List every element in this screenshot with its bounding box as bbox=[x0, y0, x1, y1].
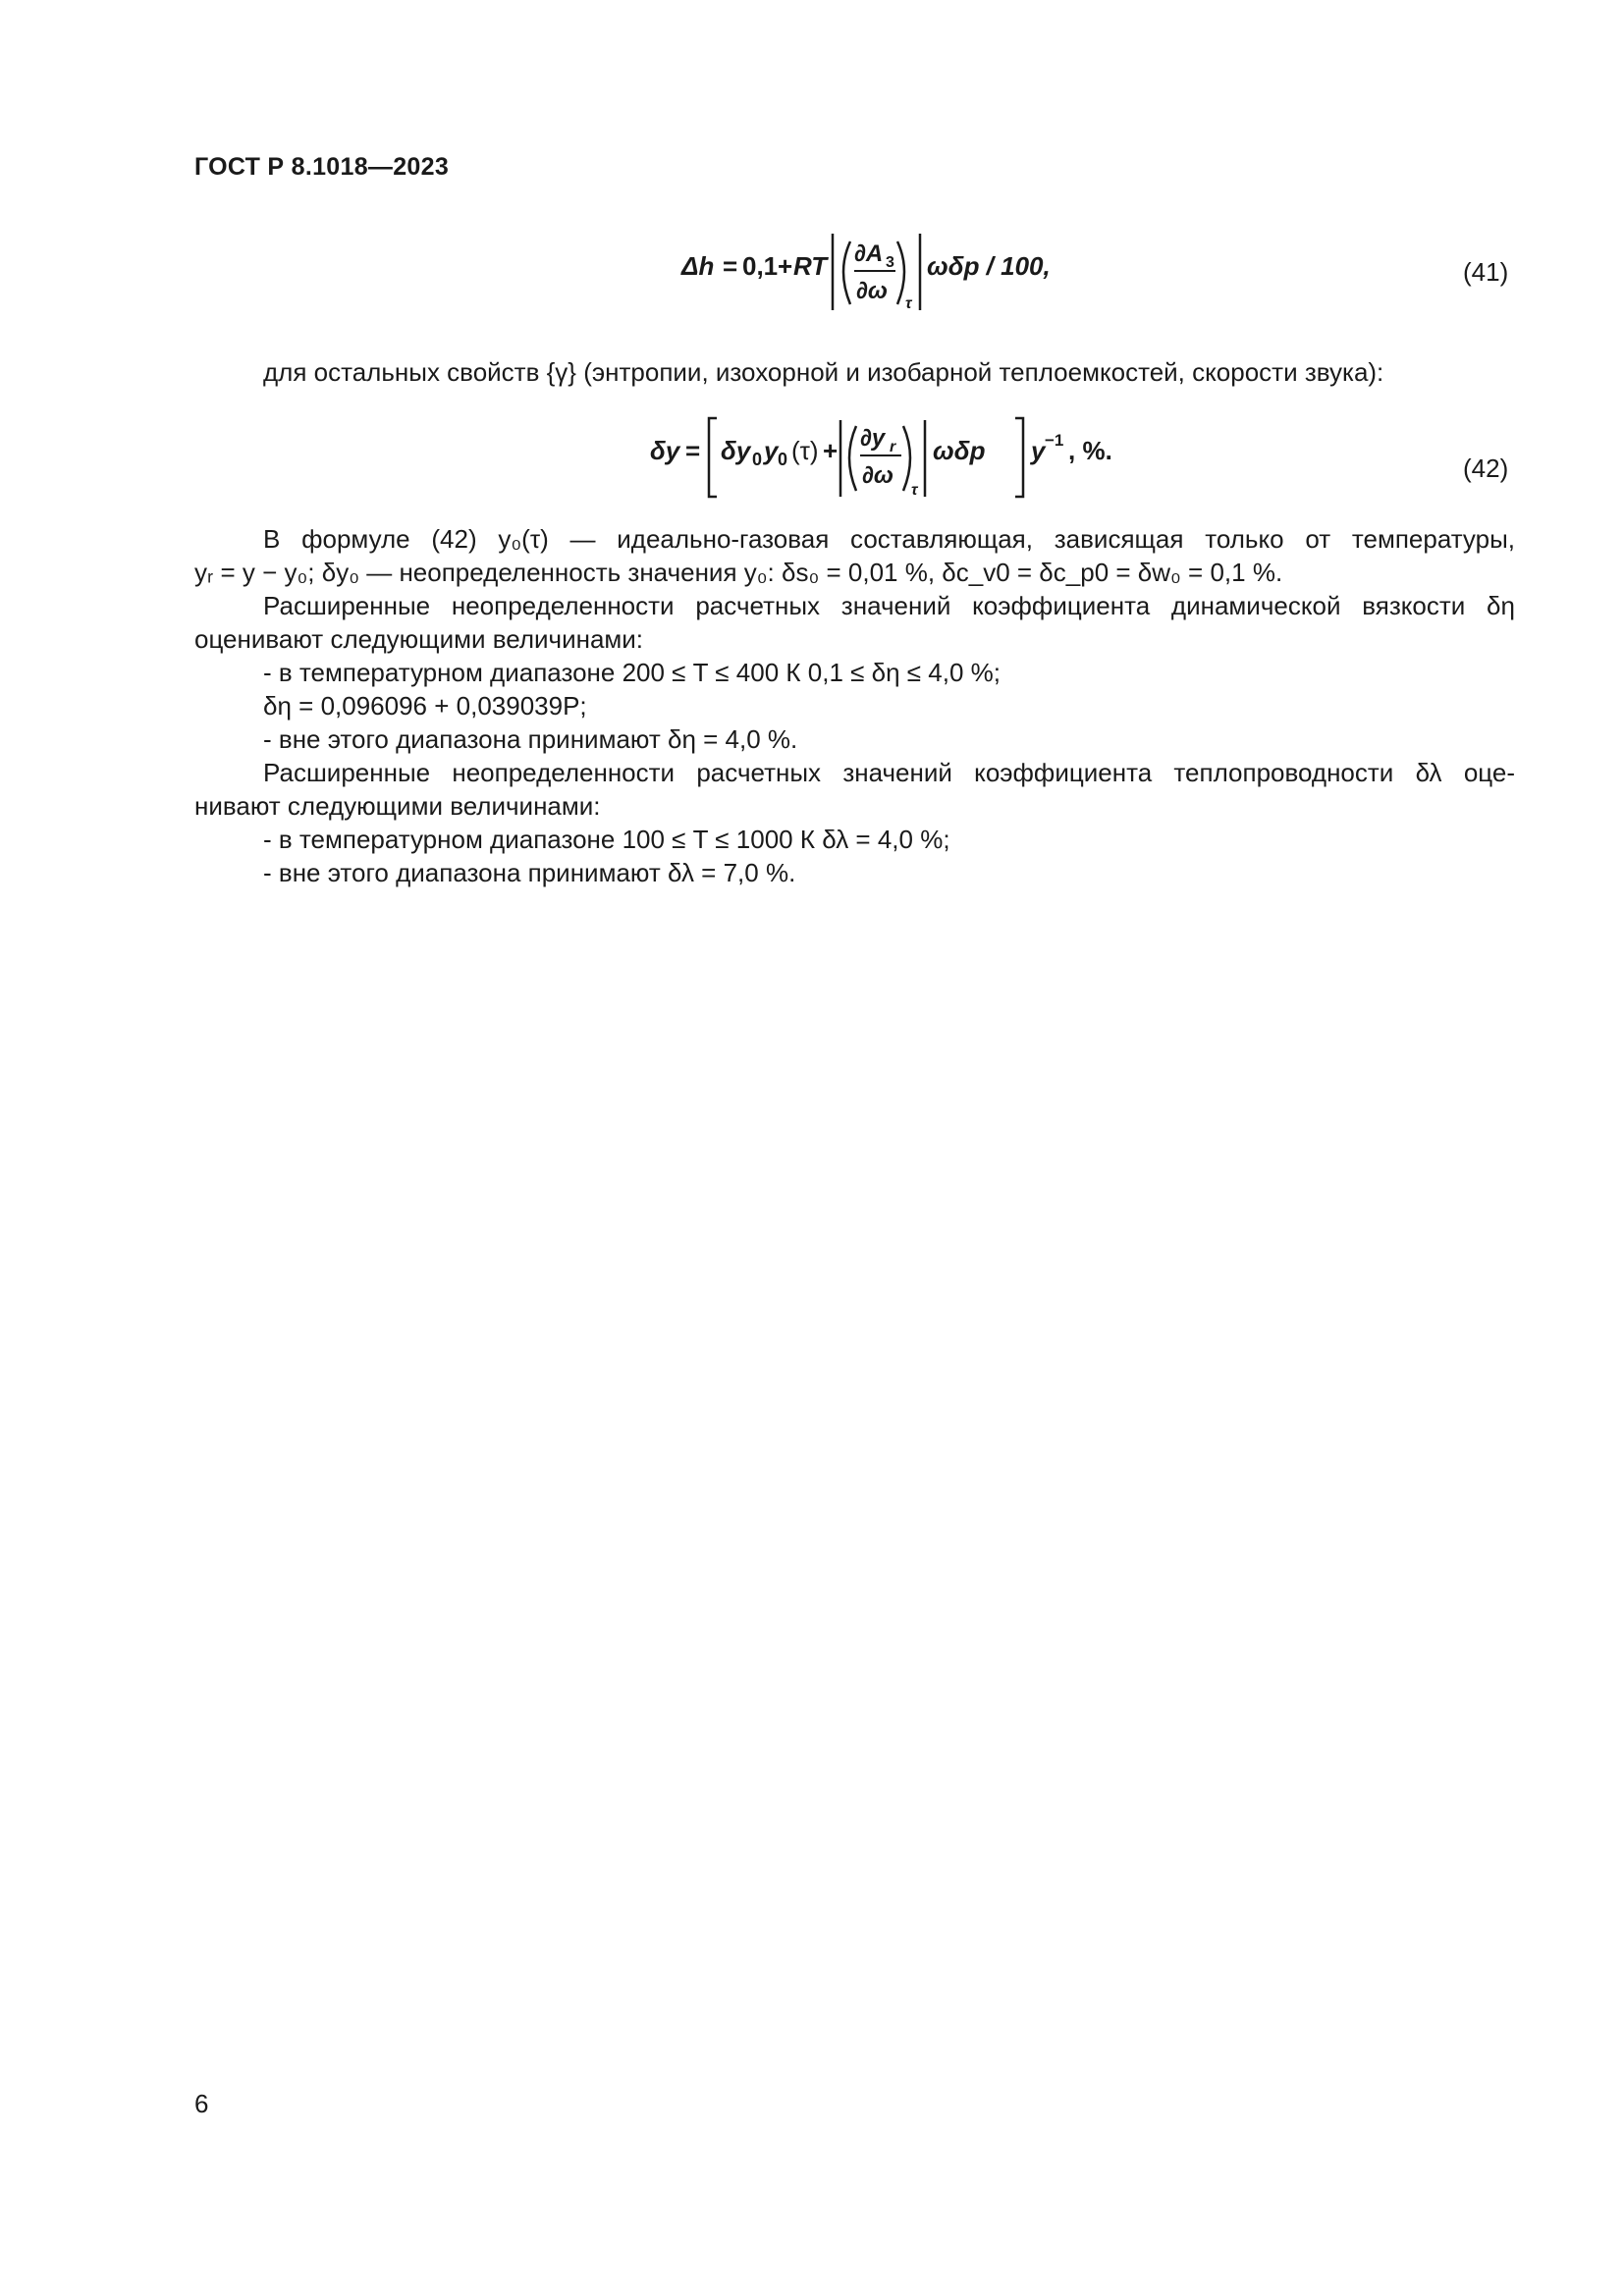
f42-arg: (τ) bbox=[791, 436, 819, 465]
p2-line2: оценивают следующими величинами: bbox=[194, 624, 644, 654]
f41-const: 0,1 bbox=[742, 251, 779, 281]
f42-sub-tau: τ bbox=[911, 482, 918, 499]
f41-plus: + bbox=[778, 251, 793, 281]
p2-line4: δη = 0,096096 + 0,039039P; bbox=[263, 691, 587, 721]
p3-line1: Расширенные неопределенности расчетных значений коэффициента теплопроводности δλ оце- bbox=[263, 758, 1515, 787]
f42-eq: = bbox=[685, 436, 701, 465]
formula-41-graphic bbox=[0, 224, 1624, 322]
formula-41-number: (41) bbox=[1463, 257, 1509, 287]
f41-rt: RT bbox=[793, 251, 828, 281]
f42-partial-num-sub: r bbox=[890, 439, 896, 455]
formula-42-graphic bbox=[0, 410, 1624, 518]
f41-lhs: Δh bbox=[681, 251, 715, 281]
f41-eq: = bbox=[723, 251, 738, 281]
intro-line-block bbox=[194, 355, 1515, 389]
p1-line2: yᵣ = y − y₀; δy₀ — неопределенность значения y₀: δs₀ = 0,01 %, δc_v0 = δc_p0 = δw₀ = 0,1 %. bbox=[194, 558, 1283, 587]
f41-partial-num-sub: 3 bbox=[886, 254, 894, 271]
formula-42-number: (42) bbox=[1463, 454, 1509, 483]
f42-outer-sup: −1 bbox=[1045, 431, 1064, 450]
f42-outer-tail: , %. bbox=[1068, 436, 1112, 465]
f42-term1-sub: 0 bbox=[752, 450, 763, 469]
f42-term1b-sub: 0 bbox=[778, 450, 788, 469]
p3-line2: нивают следующими величинами: bbox=[194, 791, 601, 821]
f41-partial-num: ∂A bbox=[854, 240, 884, 267]
p3-line4: - вне этого диапазона принимают δλ = 7,0 %. bbox=[263, 858, 796, 887]
p2-line5: - вне этого диапазона принимают δη = 4,0 %. bbox=[263, 724, 798, 754]
formula-41 bbox=[0, 224, 1624, 322]
f41-tail: ωδp / 100, bbox=[927, 251, 1051, 281]
f42-partial-num: ∂y bbox=[860, 425, 886, 452]
main-text bbox=[194, 522, 1515, 889]
f42-inner-tail: ωδp bbox=[933, 436, 986, 465]
page-number: 6 bbox=[194, 2089, 209, 2118]
document-header: ГОСТ Р 8.1018—2023 bbox=[194, 153, 450, 181]
f42-term1: δy bbox=[721, 436, 751, 465]
p2-line3: - в температурном диапазоне 200 ≤ T ≤ 400 К 0,1 ≤ δη ≤ 4,0 %; bbox=[263, 658, 1001, 687]
f42-plus: + bbox=[823, 436, 839, 465]
p3-line3: - в температурном диапазоне 100 ≤ T ≤ 1000 К δλ = 4,0 %; bbox=[263, 825, 950, 854]
f42-lhs: δy bbox=[650, 436, 680, 465]
f42-partial-den: ∂ω bbox=[862, 462, 893, 489]
intro-line: для остальных свойств {γ} (энтропии, изохорной и изобарной теплоемкостей, скорости звука): bbox=[263, 357, 1384, 387]
f42-outer: y bbox=[1031, 436, 1046, 465]
f41-partial-den: ∂ω bbox=[856, 278, 888, 304]
p1-line1: В формуле (42) y₀(τ) — идеально-газовая составляющая, зависящая только от температуры, bbox=[263, 524, 1515, 554]
formula-42 bbox=[0, 410, 1624, 518]
f41-sub-tau: τ bbox=[905, 295, 912, 312]
f42-term1b: y bbox=[764, 436, 779, 465]
p2-line1: Расширенные неопределенности расчетных значений коэффициента динамической вязкости δη bbox=[263, 591, 1515, 620]
